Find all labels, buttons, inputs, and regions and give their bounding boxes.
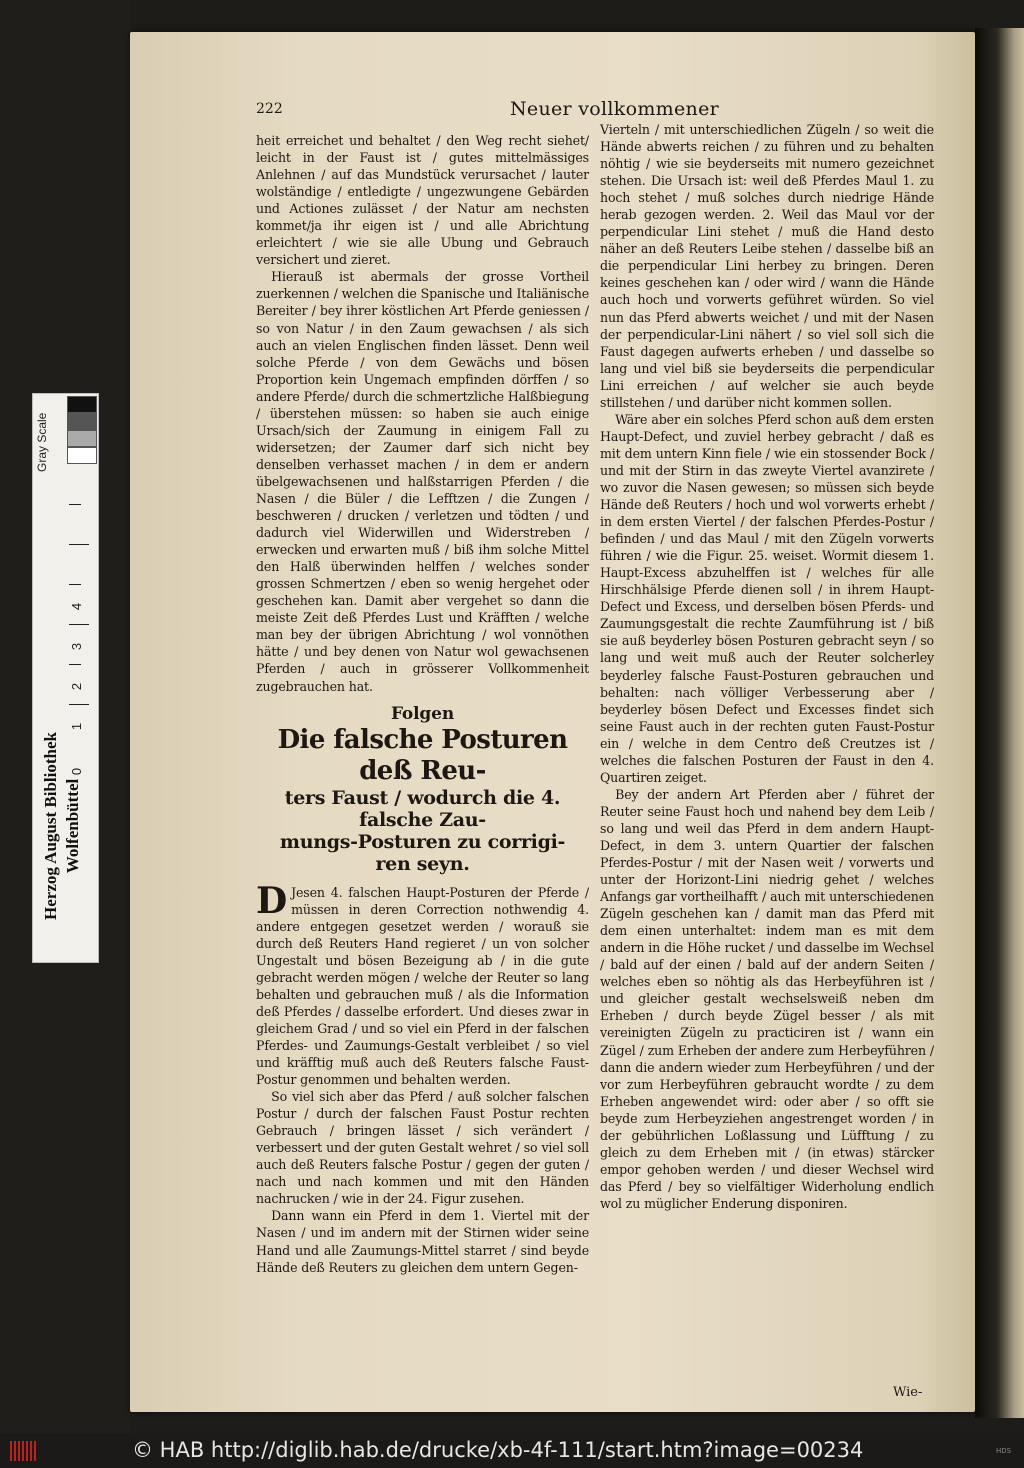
right-column xyxy=(600,121,934,1212)
scale-ruler xyxy=(32,393,99,963)
ruler-ticks xyxy=(69,494,97,776)
left-paragraph-3-text: Jesen 4. falschen Haupt-Posturen der Pferde / müssen in deren Correction nothwendig 4. andere entgegen gesetzet werden / worauß sie durch deß Reuters Hand regieret / un von solcher Ungestalt und bösen Bezeigung ab / in die gute gebracht werden mögen / welche der Reuter so lang behalten und gebrauchen muß / als die Information deß Pferdes / dasselbe erfordert. Und dieses zwar in gleichem Grad / und so viel ein Pferd in der falschen Pferdes- und Zaumungs-Gestalt verbleibet / so viel und kräfftig muß auch deß Reuters falsche Faust-Postur genommen und behalten werden. xyxy=(256,884,589,1088)
gray-patch xyxy=(67,413,97,430)
left-paragraph-5: Dann wann ein Pferd in dem 1. Viertel mit der Nasen / und im andern mit der Stirnen wider seine Hand und alle Zaumungs-Mittel starret / sind beyde Hände deß Reuters zu gleichen dem untern Gegen- xyxy=(256,1208,589,1275)
gray-patch xyxy=(67,430,97,447)
ruler-number: 2 xyxy=(69,682,85,691)
right-paragraph-1: Vierteln / mit unterschiedlichen Zügeln / so weit die Hände abwerts reichen / zu führen und zu behalten nöhtig / wie sie beyderseits mit numero gezeichnet stehen. Die Ursach ist: weil deß Pferdes Maul 1. zu hoch stehet / muß solches durch niedrige Hände herab gezogen werden. 2. Weil das Maul vor der perpendicular Lini stehet / muß die Hand desto näher an deß Reuters Leibe stehen / dasselbe biß an die perpendicular Lini herbey zu bringen. Deren keines geschehen kan / oder wird / wann die Hände auch hoch und vorwerts geführet würden. So viel nun das Pferd abwerts weichet / und mit der Nasen der perpendicular-Lini nähert / so viel soll sich die Faust dagegen aufwerts erheben / und dasselbe so lang und viel biß sie beyderseits die perpendicular Lini erreichen / auf welcher sie auch beyde stillstehen / und darüber nicht kommen sollen. xyxy=(600,122,934,410)
gray-scale-patches xyxy=(67,394,97,464)
ruler-tick xyxy=(69,504,81,505)
left-paragraph-2: Hierauß ist abermals der grosse Vortheil zuerkennen / welchen die Spanische und Italiänische Bereiter / bey ihrer köstlichen Art Pferde geniessen / so von Natur / in den Zaum gewachsen / als sich auch an vielen Englischen finden lässet. Denn weil solche Pferde / von dem Gewächs und bösen Proportion kein Ungemach empfinden dörffen / so andere Pferde/ durch die schmertzliche Halßbiegung / überstehen müssen: so haben sie auch einige Ursach/sich der Zaumung in einigem Fall zu widersetzen; der Zaumer darf sich nicht bey denselben verhasset machen / in dem er andern übelgewachsenen und halßstarrigen Pferden / die Nasen / die Büler / die Lefftzen / die Zungen / beschweren / drucken / verletzen und tödten / und dadurch viel Widerwillen und Widerstreben / erwecken und erwarten muß / biß ihm solche Mittel den Halß überwinden helffen / welches sonder grossen Schmertzen / eben so wenig hergehet oder geschehen kan. Damit aber vergehet so dann die meiste Zeit deß Pferdes Lust und Kräfften / welche man bey der übrigen Abrichtung / wol vonnöthen hätte / und bey denen von Natur wol gewachsenen Pferden / auch in grösserer Vollkommenheit zugebrauchen hat. xyxy=(256,269,589,694)
left-paragraph-4: So viel sich aber das Pferd / auß solcher falschen Postur / durch der falschen Faust Postur rechten Gebrauch / bringen lässet / sich verändert / verbessert und der guten Gestalt wehret / so viel soll auch deß Reuters falsche Postur / gegen der guten / nach und nach kommen und mit den Händen nachrucken / wie in der 24. Figur zusehen. xyxy=(256,1089,589,1207)
institution-city: Wolfenbüttel xyxy=(63,778,82,874)
footer-mark: HDS xyxy=(996,1447,1012,1455)
ruler-tick xyxy=(69,544,89,545)
institution-name: Herzog August Bibliothek xyxy=(41,732,60,920)
ruler-tick xyxy=(69,664,81,665)
right-paragraph-2: Wäre aber ein solches Pferd schon auß dem ersten Haupt-Defect, und zuviel herbey gebracht / daß es mit dem untern Kinn fiele / wie ein stossender Bock / und mit der Stirn in das zweyte Viertel avanzirete / wo zuvor die Nasen gewesen; so müssen sich beyde Hände deß Reuters / hoch und wol vorwerts erhebt / in dem ersten Viertel / der falschen Pferdes-Postur / befinden / und das Maul / mit den Zügeln vorwerts führen / wie die Figur. 25. weiset. Wormit diesem 1. Haupt-Excess abzuhelffen ist / welches für alle Hirschhälsige Pferde dienen soll / in ihrem Haupt-Defect und Excess, und derselben bösen Pferds- und Zaumungsgestalt die rechte Zaumführung ist / biß sie auß beyderley bösen Posturen gebracht seyn / so lang und weit muß auch der Reuter solcherley beyderley falsche Faust-Posturen gebrauchen und behalten: nach völliger Verbesserung aber / beyderley bösen Defect und Excesses findet sich seine Faust auch in der rechten guten Faust-Postur ein / welche in dem Centro deß Creutzes ist / welches die falschen Posturen der Faust in den 4. Quartiren zeiget. xyxy=(600,411,934,785)
facing-page-edge xyxy=(975,28,1024,1418)
ruler-number: 3 xyxy=(69,642,85,651)
heading-line-1: Folgen xyxy=(390,703,455,724)
ruler-tick xyxy=(69,624,89,625)
ruler-number: 4 xyxy=(69,602,85,611)
heading-line-4: mungs-Posturen zu corrigi- xyxy=(279,830,566,853)
gray-patch xyxy=(67,396,97,413)
ruler-number: 1 xyxy=(69,722,85,731)
heading-line-3: ters Faust / wodurch die 4. falsche Zau- xyxy=(284,786,561,831)
heading-line-2: Die falsche Posturen deß Reu- xyxy=(277,724,568,786)
page-number: 222 xyxy=(256,101,283,117)
left-paragraph-3 xyxy=(256,879,589,1089)
right-paragraph-3: Bey der andern Art Pferden aber / führet der Reuter seine Faust hoch und nahend bey dem Leib / so lang und weil das Pferd in dem andern Haupt-Defect, in dem 3. untern Quartier der falschen Pferdes-Postur / mit der Nasen weit / vorwerts und unter der Horizont-Lini niedrig gehet / welches Anfangs gar vortheilhafft / auch mit unterschiedenen Zügeln geschehen kan / damit man das Pferd mit dem einen unterhaltet: indem man es mit dem andern in die Höhe rucket / und dasselbe im Wechsel / bald auf der einen / bald auf der andern Seiten / welches eben so nöhtig als das Herbeyführen ist / und gleicher gestalt wechselsweiß neben dm Erheben / durch beyde Zügel besser / als mit vereinigten Zügeln zu practiciren ist / wann ein Zügel / zum Erheben der andere zum Herbeyführen / dann die andern wieder zum Herbeyführen / und der vor zum Herbeyführen gebraucht wordte / zu dem Erheben angewendet wird: oder aber / so offt sie beyde zum Herbeyziehen angestrenget worden / in der gebührlichen Loßlassung und Lüfftung / zu gleich zu dem Erheben mit / (in etwas) stärcker empor gehoben werden / und dieser Wechsel wird das Pferd / bey so vielfältiger Widerholung endlich wol zu müglicher Enderung disponiren. xyxy=(600,786,934,1211)
footer-url[interactable]: © HAB http://diglib.hab.de/drucke/xb-4f-111/start.htm?image=00234 xyxy=(132,1438,864,1462)
left-column xyxy=(256,132,589,1276)
section-heading xyxy=(256,703,589,875)
left-paragraph-1: heit erreichet und behaltet / den Weg recht siehet/ leicht in der Faust ist / gutes mittelmässiges Anlehnen / auf das Mundstück verursachet / lauter wolständige / entledigte / ungezwungene Gebärden und Actiones zulässet / der Natur am nechsten kommet/ja ihr eigen ist / und alle Abrichtung erleichtert / wie sie alle Ubung und Gebrauch versichert und zieret. xyxy=(256,133,589,268)
gray-scale-label: Gray Scale xyxy=(35,412,49,472)
footer-bar xyxy=(0,1433,1024,1468)
drop-capital: D xyxy=(256,879,288,922)
catchword: Wie- xyxy=(893,1385,923,1400)
running-head: Neuer vollkommener xyxy=(510,98,719,120)
heading-line-5: ren seyn. xyxy=(375,852,470,875)
gray-patch xyxy=(67,447,97,464)
ruler-tick xyxy=(69,584,81,585)
hab-logo-icon xyxy=(10,1441,42,1461)
ruler-number: 0 xyxy=(69,767,85,776)
